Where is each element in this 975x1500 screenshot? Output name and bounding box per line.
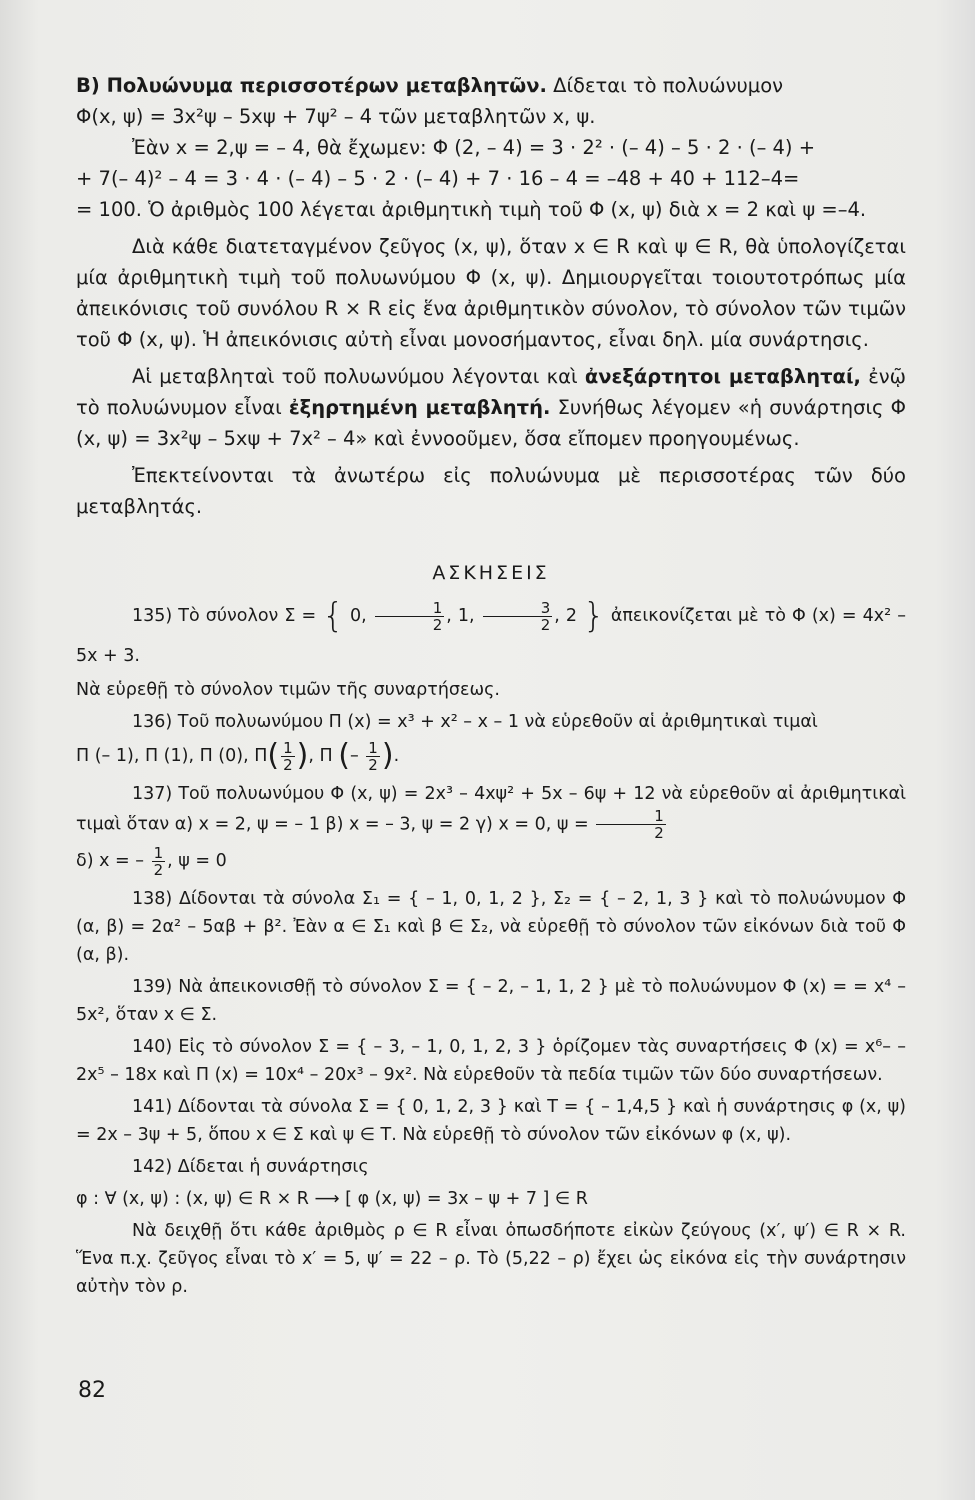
ex137-text-b: δ) x = – xyxy=(76,851,150,871)
p3-part-e: Συνήθως λέγομεν «ἡ συνάρτησις Φ (x, ψ) = 3x²ψ – 5xψ + 7x² – 4» καὶ ἐννοοῦμεν, ὅσα εἴπομεν προηγουμένως. xyxy=(76,396,906,450)
page-content xyxy=(76,70,906,1301)
ex136-values-c: , Π xyxy=(308,746,333,766)
fraction-numerator: 1 xyxy=(596,808,666,825)
left-brace: { xyxy=(322,596,344,636)
exercise-141: 141) Δίδονται τὰ σύνολα Σ = { 0, 1, 2, 3 } καὶ Τ = { – 1,4,5 } καὶ ἡ συνάρτησις φ (x, ψ) = 2x – 3ψ + 5, ὅπου x ∈ Σ καὶ ψ ∈ Τ. Νὰ εὑρεθῇ τὸ σύνολον τῶν εἰκόνων φ (x, ψ). xyxy=(76,1097,906,1145)
fraction-denominator: 2 xyxy=(540,615,551,634)
exercise-136-values xyxy=(76,736,906,776)
exercise-136: 136) Τοῦ πολυωνύμου Π (x) = x³ + x² – x – 1 νὰ εὑρεθοῦν αἱ ἀριθμητικαὶ τιμαὶ xyxy=(132,712,818,732)
fraction-denominator: 2 xyxy=(368,755,378,774)
exercise-142-function: φ : ∀ (x, ψ) : (x, ψ) ∈ R × R ⟶ [ φ (x, ψ) = 3x – ψ + 7 ] ∈ R xyxy=(76,1189,588,1209)
fraction-one-half xyxy=(596,808,666,841)
fraction-three-halves xyxy=(483,600,553,633)
ex135-set-0: 0, xyxy=(349,606,367,626)
left-paren: ( xyxy=(338,738,350,773)
paragraph-extension: Ἐπεκτείνονται τὰ ἀνωτέρω εἰς πολυώνυμα μὲ περισσοτέρας τῶν δύο μεταβλητάς. xyxy=(76,464,906,518)
fraction-numerator: 1 xyxy=(375,600,445,617)
ex136-end: . xyxy=(393,746,400,766)
dependent-variable-term: ἐξηρτημένη μεταβλητή. xyxy=(288,396,551,419)
section-intro xyxy=(76,70,906,101)
exercise-142: 142) Δίδεται ἡ συνάρτησις xyxy=(132,1157,369,1177)
fraction-denominator: 2 xyxy=(432,615,443,634)
exercise-138: 138) Δίδονται τὰ σύνολα Σ₁ = { – 1, 0, 1, 2 }, Σ₂ = { – 2, 1, 3 } καὶ τὸ πολυώνυμον Φ (α, β) = 2α² – 5αβ + β². Ἐὰν α ∈ Σ₁ καὶ β ∈ Σ₂, νὰ εὑρεθῇ τὸ σύνολον τῶν εἰκόνων διὰ τοῦ Φ (α, β). xyxy=(76,889,906,965)
independent-variables-term: ἀνεξάρτητοι μεταβληταί, xyxy=(584,365,861,388)
ex136-minus: – xyxy=(349,746,359,766)
ex135-set-one: , 1, xyxy=(446,606,475,626)
exercise-135 xyxy=(76,596,906,676)
fraction-one-half xyxy=(152,845,166,878)
fraction-numerator: 1 xyxy=(283,738,293,757)
ex135-text-a: 135) Τὸ σύνολον Σ = xyxy=(132,606,323,626)
section-intro-rest: Δίδεται τὸ πολυώνυμον xyxy=(546,74,784,97)
ex137-text-c: , ψ = 0 xyxy=(167,851,227,871)
ex136-values-a: Π (– 1), Π (1), Π (0), Π xyxy=(76,746,268,766)
intro-line-4: + 7(– 4)² – 4 = 3 · 4 · (– 4) – 5 · 2 · (– 4) + 7 · 16 – 4 = –48 + 40 + 112–4= xyxy=(76,167,800,190)
right-paren: ) xyxy=(381,738,394,773)
ex135-set-end: , 2 xyxy=(554,606,578,626)
fraction-numerator: 3 xyxy=(483,600,553,617)
fraction-numerator: 1 xyxy=(368,738,378,757)
fraction-one-half xyxy=(366,740,380,773)
left-paren: ( xyxy=(267,738,280,773)
exercise-135-question: Νὰ εὑρεθῇ τὸ σύνολον τιμῶν τῆς συναρτήσεως. xyxy=(76,680,500,700)
fraction-numerator: 1 xyxy=(153,843,164,862)
section-heading: Β) Πολυώνυμα περισσοτέρων μεταβλητῶν. xyxy=(76,74,547,97)
exercise-142-question: Νὰ δειχθῇ ὅτι κάθε ἀριθμὸς ρ ∈ R εἶναι ὁπωσδήποτε εἰκὼν ζεύγους (x′, ψ′) ∈ R × R. Ἕνα π.χ. ζεῦγος εἶναι τὸ x′ = 5, ψ′ = 22 – ρ. Τὸ (5,22 – ρ) ἔχει ὡς εἰκόνα εἰς τὴν συνάρτησιν αὐτὴν τὸν ρ. xyxy=(76,1221,906,1297)
right-brace: } xyxy=(583,596,605,636)
exercise-137 xyxy=(76,780,906,841)
p3-part-c: ἐνῷ τὸ πολυώνυμον εἶναι xyxy=(76,365,906,419)
exercise-137-d xyxy=(76,841,906,881)
intro-line-3: Ἐὰν x = 2,ψ = – 4, θὰ ἔχωμεν: Φ (2, – 4) = 3 · 2² · (– 4) – 5 · 2 · (– 4) + xyxy=(132,136,816,159)
exercise-140: 140) Εἰς τὸ σύνολον Σ = { – 3, – 1, 0, 1, 2, 3 } ὁρίζομεν τὰς συναρτήσεις Φ (x) = x⁶– – 2x⁵ – 18x καὶ Π (x) = 10x⁴ – 20x³ – 9x². Νὰ εὑρεθοῦν τὰ πεδία τιμῶν τῶν δύο συναρτήσεων. xyxy=(76,1037,906,1085)
fraction-one-half xyxy=(375,600,445,633)
paragraph-variables xyxy=(76,361,906,454)
intro-line-5: = 100. Ὁ ἀριθμὸς 100 λέγεται ἀριθμητικὴ τιμὴ τοῦ Φ (x, ψ) διὰ x = 2 καὶ ψ =–4. xyxy=(76,198,867,221)
fraction-denominator: 2 xyxy=(654,824,664,842)
fraction-denominator: 2 xyxy=(283,755,293,774)
exercise-139: 139) Νὰ ἀπεικονισθῇ τὸ σύνολον Σ = { – 2, – 1, 1, 2 } μὲ τὸ πολυώνυμον Φ (x) = = x⁴ – 5x², ὅταν x ∈ Σ. xyxy=(76,977,906,1025)
paragraph-mapping: Διὰ κάθε διατεταγμένον ζεῦγος (x, ψ), ὅταν x ∈ R καὶ ψ ∈ R, θὰ ὑπολογίζεται μία ἀριθμητικὴ τιμὴ τοῦ πολυωνύμου Φ (x, ψ). Δημιουργεῖται τοιουτοτρόπως μία ἀπεικόνισις τοῦ συνόλου R × R εἰς ἕνα ἀριθμητικὸν σύνολον, τὸ σύνολον τῶν τιμῶν τοῦ Φ (x, ψ). Ἡ ἀπεικόνισις αὐτὴ εἶναι μονοσήμαντος, εἶναι δηλ. μία συνάρτησις. xyxy=(76,235,906,351)
ex135-text-b: ἀπεικονίζεται μὲ τὸ Φ (x) = 4x² – 5x + 3. xyxy=(76,606,906,666)
page-number: 82 xyxy=(78,1378,106,1403)
right-paren: ) xyxy=(296,738,309,773)
fraction-one-half xyxy=(281,740,295,773)
p3-part-a: Αἱ μεταβληταὶ τοῦ πολυωνύμου λέγονται καὶ xyxy=(132,365,585,388)
exercises-title: ΑΣΚΗΣΕΙΣ xyxy=(432,562,550,584)
intro-line-2: Φ(x, ψ) = 3x²ψ – 5xψ + 7ψ² – 4 τῶν μεταβλητῶν x, ψ. xyxy=(76,105,596,128)
ex137-text-a: 137) Τοῦ πολυωνύμου Φ (x, ψ) = 2x³ – 4xψ² + 5x – 6ψ + 12 νὰ εὑρεθοῦν αἱ ἀριθμητικαὶ τιμαὶ ὅταν α) x = 2, ψ = – 1 β) x = – 3, ψ = 2 γ) x = 0, ψ = xyxy=(76,784,906,835)
fraction-denominator: 2 xyxy=(153,860,164,879)
